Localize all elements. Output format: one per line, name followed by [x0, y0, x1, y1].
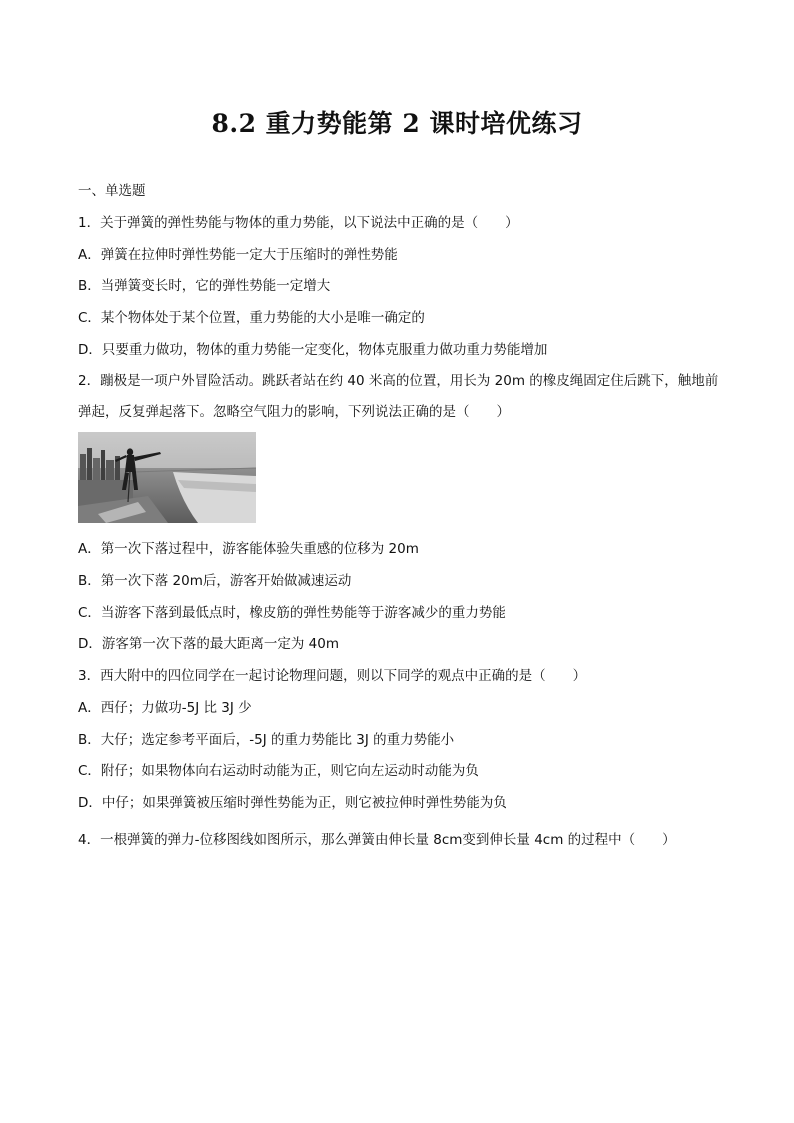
question-3-stem: 3．西大附中的四位同学在一起讨论物理问题，则以下同学的观点中正确的是（ ） [78, 668, 587, 684]
question-2-stem-line-2: 弹起，反复弹起落下。忽略空气阻力的影响，下列说法正确的是（ ） [78, 404, 510, 420]
question-3-option-d: D．中仔；如果弹簧被压缩时弹性势能为正，则它被拉伸时弹性势能为负 [78, 795, 507, 811]
question-4-stem: 4．一根弹簧的弹力-位移图线如图所示，那么弹簧由伸长量 8cm变到伸长量 4cm 的过程中（ ） [78, 832, 676, 848]
question-1-stem: 1．关于弹簧的弹性势能与物体的重力势能，以下说法中正确的是（ ） [78, 215, 519, 231]
section-heading: 一、单选题 [78, 183, 146, 199]
question-3-option-b: B．大仔；选定参考平面后，-5J 的重力势能比 3J 的重力势能小 [78, 732, 455, 748]
question-2-stem-line-1: 2．蹦极是一项户外冒险活动。跳跃者站在约 40 米高的位置，用长为 20m 的橡皮绳固定住后跳下，触地前 [78, 373, 719, 389]
bungee-jumper-photo [78, 432, 256, 523]
question-1-option-a: A．弹簧在拉伸时弹性势能一定大于压缩时的弹性势能 [78, 247, 398, 263]
question-3-option-a: A．西仔；力做功-5J 比 3J 少 [78, 700, 252, 716]
question-1-option-c: C．某个物体处于某个位置，重力势能的大小是唯一确定的 [78, 310, 425, 326]
page-title: 8.2 重力势能第 2 课时培优练习 [211, 109, 583, 138]
question-2-option-b: B．第一次下落 20m后，游客开始做减速运动 [78, 573, 352, 589]
question-2-option-c: C．当游客下落到最低点时，橡皮筋的弹性势能等于游客减少的重力势能 [78, 605, 506, 621]
question-3-option-c: C．附仔；如果物体向右运动时动能为正，则它向左运动时动能为负 [78, 763, 479, 779]
question-2-option-d: D．游客第一次下落的最大距离一定为 40m [78, 636, 340, 652]
question-1-option-d: D．只要重力做功，物体的重力势能一定变化，物体克服重力做功重力势能增加 [78, 342, 548, 358]
question-2-option-a: A．第一次下落过程中，游客能体验失重感的位移为 20m [78, 541, 419, 557]
question-1-option-b: B．当弹簧变长时，它的弹性势能一定增大 [78, 278, 331, 294]
